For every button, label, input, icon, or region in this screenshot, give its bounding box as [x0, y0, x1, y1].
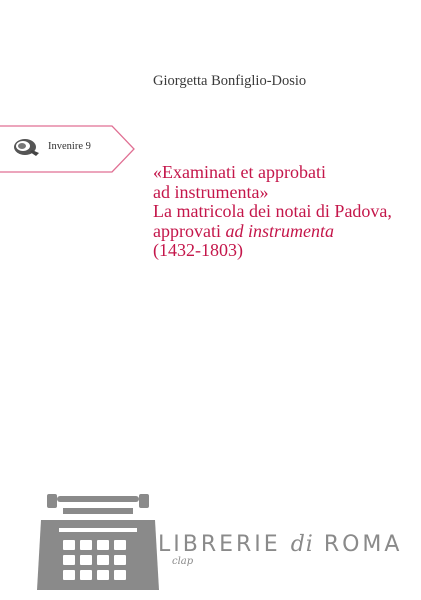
author-name: Giorgetta Bonfiglio-Dosio — [153, 73, 307, 89]
title-line-4 — [153, 222, 392, 242]
title-line-2: ad instrumenta» — [153, 181, 269, 202]
series-logo-icon — [12, 136, 42, 158]
book-title — [153, 163, 392, 261]
watermark-script: clap — [172, 556, 194, 567]
title-line-4-plain: approvati — [153, 220, 226, 241]
typewriter-icon — [33, 490, 163, 600]
series-label: Invenire 9 — [48, 141, 91, 152]
title-line-3: La matricola dei notai di Padova, — [153, 201, 392, 222]
watermark-brand-end: ROMA — [313, 532, 403, 557]
watermark-brand-di: di — [290, 532, 314, 557]
title-line-5: (1432-1803) — [153, 240, 243, 261]
watermark-brand-main: LIBRERIE — [158, 532, 291, 557]
title-line-1: «Examinati et approbati — [153, 162, 326, 182]
title-line-4-italic: ad instrumenta — [225, 220, 334, 241]
watermark-brand — [158, 532, 402, 557]
series-tag — [0, 124, 136, 174]
